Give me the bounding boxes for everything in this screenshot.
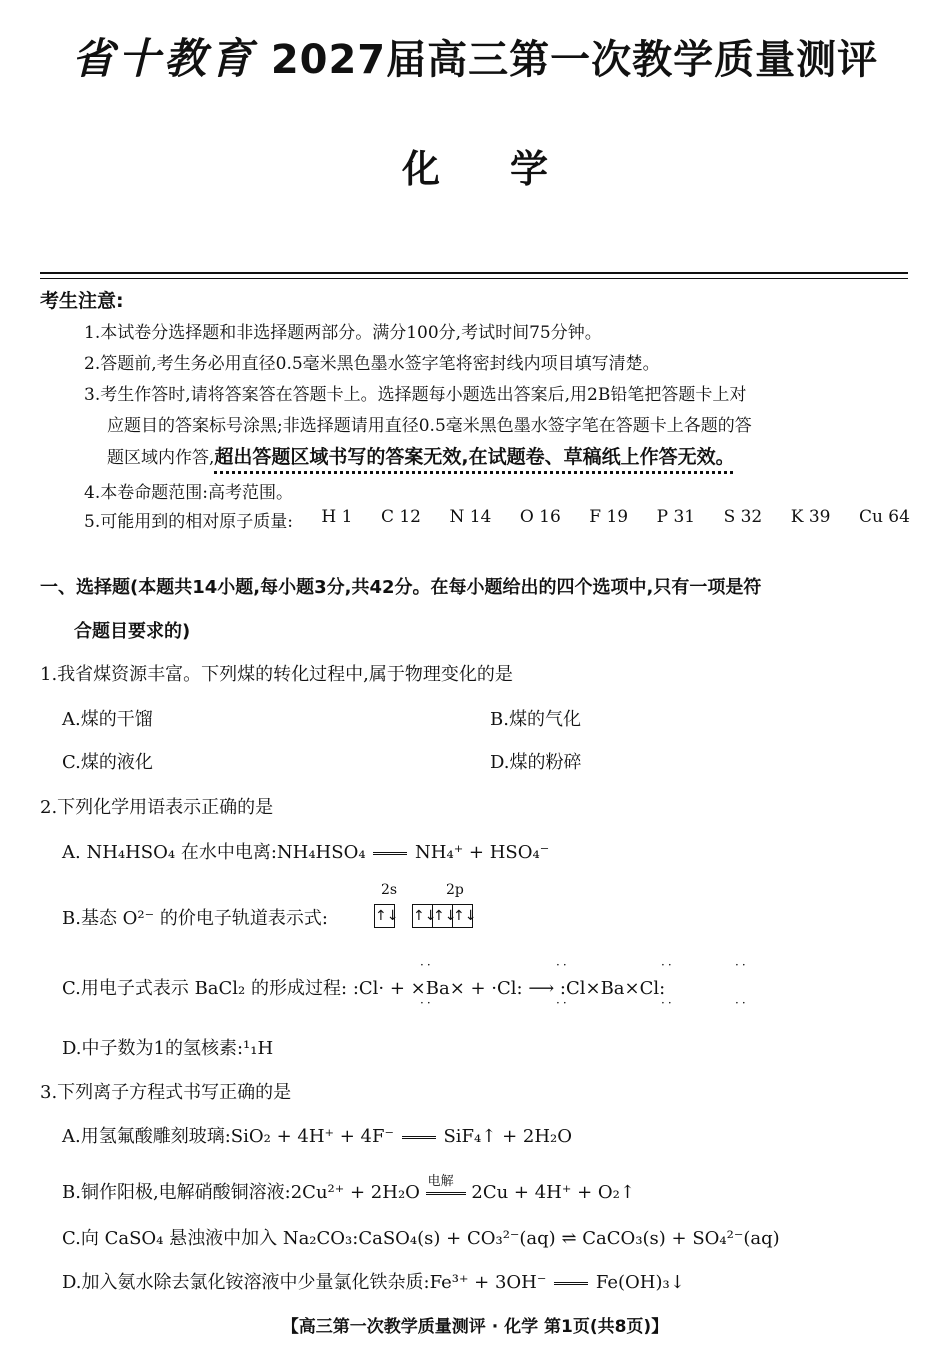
orbital-box-2p <box>412 904 477 928</box>
orbital-2p-cell-3: ↑↓ <box>453 908 477 924</box>
question-2-option-b: B.基态 O²⁻ 的价电子轨道表示式: <box>62 908 328 929</box>
orbital-2p-cell-1: ↑↓ <box>413 905 433 927</box>
mass-s: S 32 <box>723 507 763 527</box>
equals-arrow-icon <box>554 1282 588 1285</box>
mass-o: O 16 <box>519 507 561 527</box>
q3c-products: CaCO₃(s) + SO₄²⁻(aq) <box>582 1228 780 1249</box>
q3c-reactant: C.向 CaSO₄ 悬浊液中加入 Na₂CO₃:CaSO₄(s) + CO₃²⁻(aq) <box>62 1228 556 1249</box>
equals-arrow-icon <box>402 1136 436 1139</box>
question-3-option-c <box>62 1224 780 1250</box>
question-2-option-d <box>62 1034 273 1060</box>
q2d-text: D.中子数为1的氢核素: <box>62 1038 244 1059</box>
equals-arrow-icon <box>426 1192 466 1195</box>
orbital-label-2s: 2s <box>381 882 398 898</box>
question-2-option-c <box>62 974 665 1000</box>
divider-thick <box>40 272 908 274</box>
electron-dots-icon: ·· <box>661 996 675 1010</box>
orbital-box-2s <box>374 904 399 928</box>
notice-title: 考生注意: <box>40 290 124 312</box>
section-heading-cont: 合题目要求的) <box>74 621 191 642</box>
question-3-option-a <box>62 1122 572 1148</box>
question-1-stem: 1.我省煤资源丰富。下列煤的转化过程中,属于物理变化的是 <box>40 664 513 685</box>
divider-thin <box>40 278 908 279</box>
q3d-reactant: D.加入氨水除去氯化铵溶液中少量氯化铁杂质:Fe³⁺ + 3OH⁻ <box>62 1272 547 1293</box>
question-1-option-c: C.煤的液化 <box>62 752 153 773</box>
q2d-nuclide: ¹₁H <box>243 1038 274 1059</box>
question-2-stem: 2.下列化学用语表示正确的是 <box>40 797 274 818</box>
subject-title: 化学 <box>401 147 618 191</box>
notice-item-4: 4.本卷命题范围:高考范围。 <box>84 483 293 503</box>
notice-item-5 <box>84 507 910 532</box>
notice-item-3-emphasis: 超出答题区域书写的答案无效,在试题卷、草稿纸上作答无效。 <box>214 446 735 468</box>
q3a-products: SiF₄↑ + 2H₂O <box>443 1126 572 1147</box>
exam-title <box>0 26 950 86</box>
q2c-right: :Cl×Ba×Cl: <box>559 978 666 999</box>
q3b-reactant: B.铜作阳极,电解硝酸铜溶液:2Cu²⁺ + 2H₂O <box>62 1182 420 1203</box>
notice-item-1: 1.本试卷分选择题和非选择题两部分。满分100分,考试时间75分钟。 <box>84 323 602 343</box>
q3a-reactant: A.用氢氟酸雕刻玻璃:SiO₂ + 4H⁺ + 4F⁻ <box>62 1126 394 1147</box>
electron-dots-icon: ·· <box>661 958 675 972</box>
mass-p: P 31 <box>656 507 696 527</box>
question-1-option-d: D.煤的粉碎 <box>490 752 582 773</box>
electron-dots-icon: ·· <box>735 958 749 972</box>
q2a-products: NH₄⁺ + HSO₄⁻ <box>415 842 550 863</box>
electron-dots-icon: ·· <box>420 958 434 972</box>
exam-title-text: 2027届高三第一次教学质量测评 <box>270 37 879 83</box>
electron-dots-icon: ·· <box>556 958 570 972</box>
notice-item-3-line1: 3.考生作答时,请将答案答在答题卡上。选择题每小题选出答案后,用2B铅笔把答题卡上对 <box>84 385 747 405</box>
q2c-text: C.用电子式表示 BaCl₂ 的形成过程: <box>62 978 348 999</box>
equals-arrow-icon <box>373 852 407 855</box>
mass-k: K 39 <box>790 507 831 527</box>
mass-label: 5.可能用到的相对原子质量: <box>84 512 293 532</box>
notice-item-3-line2: 应题目的答案标号涂黑;非选择题请用直径0.5毫米黑色墨水签字笔在答题卡上各题的答 <box>107 416 752 436</box>
equilibrium-arrow-icon: ⇌ <box>561 1228 577 1249</box>
mass-h: H 1 <box>321 507 353 527</box>
electrolysis-condition: 电解 <box>427 1173 454 1189</box>
q2c-left: :Cl· + ×Ba× + ·Cl: <box>352 978 523 999</box>
question-1-option-a: A.煤的干馏 <box>62 709 153 730</box>
mass-cu: Cu 64 <box>858 507 910 527</box>
electron-dots-icon: ·· <box>556 996 570 1010</box>
question-3-option-b <box>62 1173 635 1204</box>
question-3-stem: 3.下列离子方程式书写正确的是 <box>40 1082 292 1103</box>
q3b-products: 2Cu + 4H⁺ + O₂↑ <box>471 1182 635 1203</box>
orbital-2p-cell-2: ↑↓ <box>433 905 453 927</box>
notice-item-3-text: 题区域内作答, <box>107 448 215 468</box>
q2a-reactant: A. NH₄HSO₄ 在水中电离:NH₄HSO₄ <box>62 842 366 863</box>
electron-dots-icon: ·· <box>420 996 434 1010</box>
notice-item-3-line3 <box>107 442 735 469</box>
electron-dots-icon: ·· <box>735 996 749 1010</box>
mass-f: F 19 <box>589 507 629 527</box>
page-footer: 【高三第一次教学质量测评 · 化学 第1页(共8页)】 <box>281 1317 669 1337</box>
electrolysis-arrow <box>426 1173 466 1195</box>
arrow-right-icon: ⟶ <box>528 978 555 999</box>
question-1-option-b: B.煤的气化 <box>490 709 581 730</box>
orbital-2s-cell: ↑↓ <box>375 908 399 924</box>
mass-c: C 12 <box>380 507 421 527</box>
brand-name: 省十教育 <box>71 34 256 83</box>
orbital-label-2p: 2p <box>446 882 464 898</box>
question-2-option-a <box>62 838 549 864</box>
mass-n: N 14 <box>449 507 492 527</box>
notice-item-2: 2.答题前,考生务必用直径0.5毫米黑色墨水签字笔将密封线内项目填写清楚。 <box>84 354 660 374</box>
q3d-products: Fe(OH)₃↓ <box>595 1272 685 1293</box>
question-3-option-d <box>62 1268 685 1294</box>
section-heading: 一、选择题(本题共14小题,每小题3分,共42分。在每小题给出的四个选项中,只有一项是符 <box>40 577 762 598</box>
